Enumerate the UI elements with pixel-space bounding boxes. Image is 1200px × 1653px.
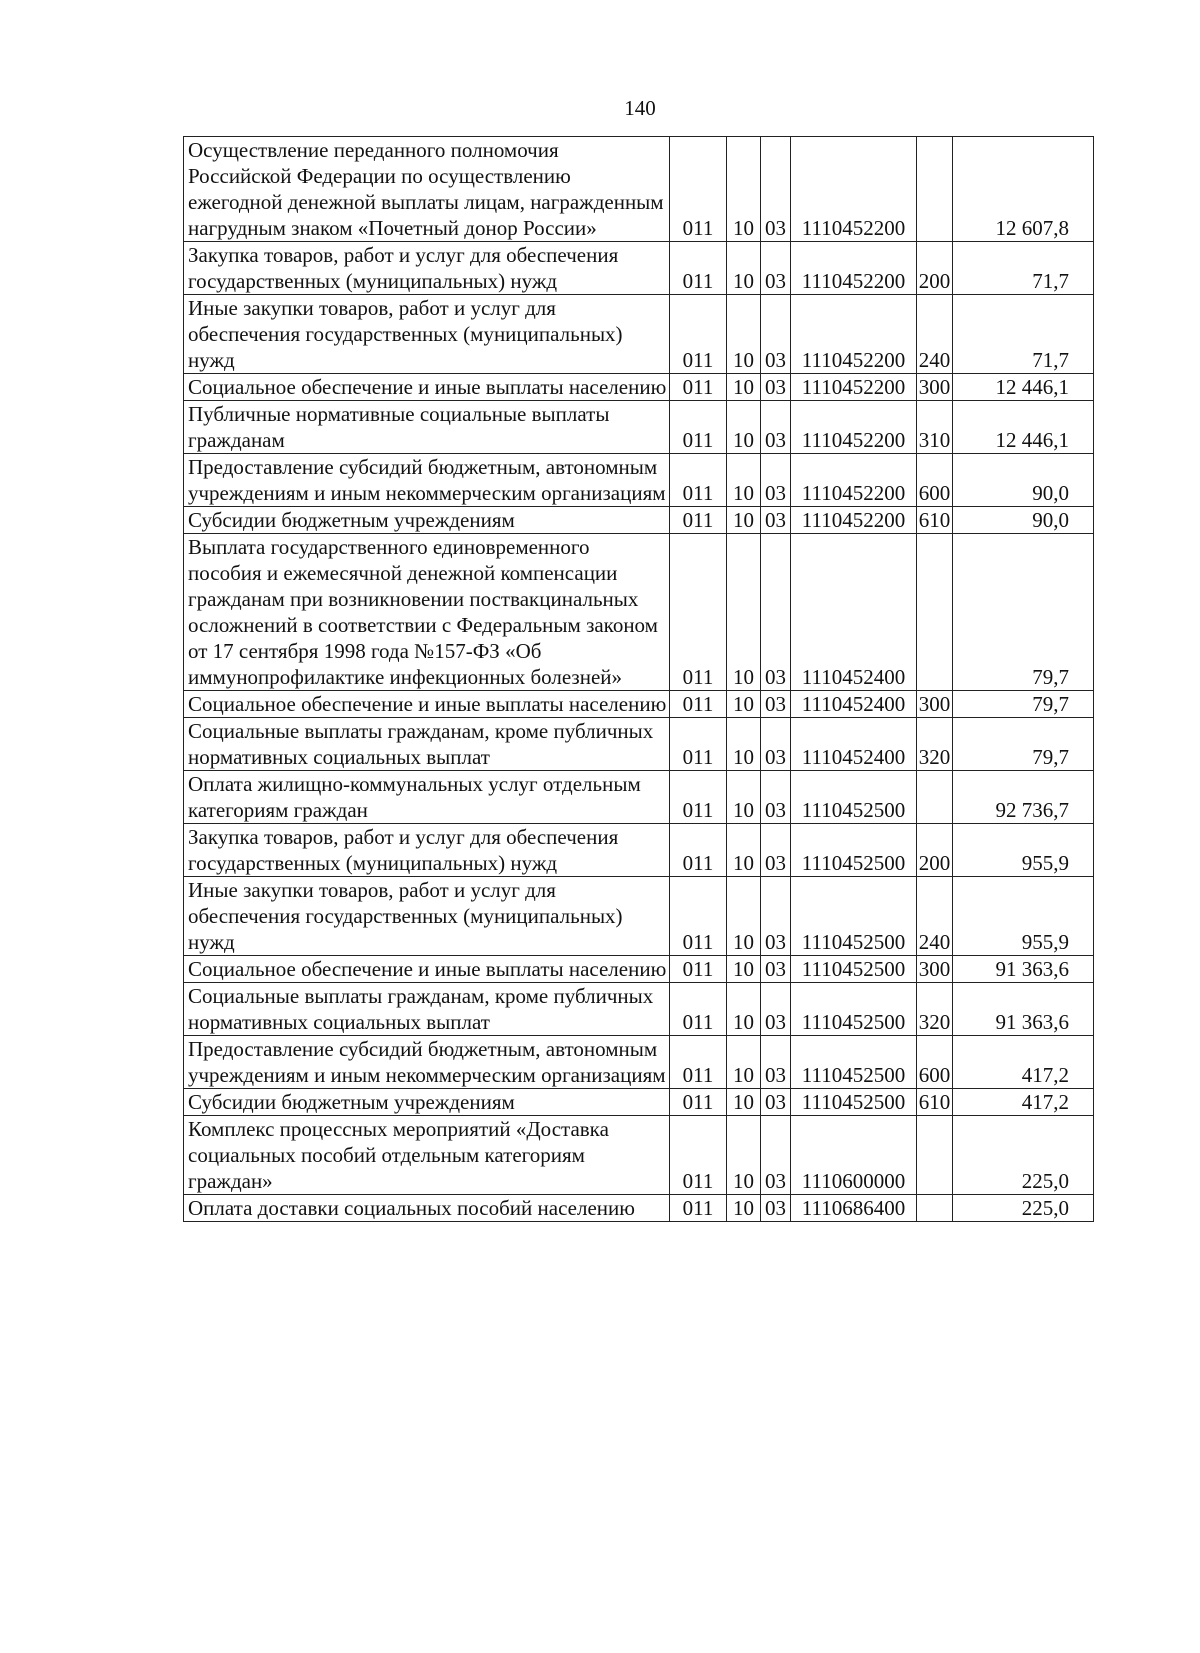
budget-table <box>183 136 1094 1222</box>
table-row <box>184 1116 1094 1195</box>
row-name-cell: Закупка товаров, работ и услуг для обеспечения государственных (муниципальных) нужд <box>184 242 670 295</box>
section-code-cell: 10 <box>727 534 761 691</box>
row-name-cell: Публичные нормативные социальные выплаты гражданам <box>184 401 670 454</box>
amount-cell: 225,0 <box>953 1116 1094 1195</box>
amount-cell: 90,0 <box>953 454 1094 507</box>
grbs-code-cell: 011 <box>670 534 727 691</box>
subsection-code-cell: 03 <box>761 956 791 983</box>
section-code-cell: 10 <box>727 956 761 983</box>
target-article-cell: 1110452500 <box>791 824 917 877</box>
expense-type-cell: 240 <box>917 295 953 374</box>
amount-cell: 955,9 <box>953 877 1094 956</box>
target-article-cell: 1110452400 <box>791 691 917 718</box>
target-article-cell: 1110452500 <box>791 1089 917 1116</box>
row-name-cell: Закупка товаров, работ и услуг для обеспечения государственных (муниципальных) нужд <box>184 824 670 877</box>
grbs-code-cell: 011 <box>670 454 727 507</box>
section-code-cell: 10 <box>727 1195 761 1222</box>
target-article-cell: 1110452200 <box>791 137 917 242</box>
section-code-cell: 10 <box>727 137 761 242</box>
grbs-code-cell: 011 <box>670 507 727 534</box>
table-row <box>184 295 1094 374</box>
budget-table-body <box>184 137 1094 1222</box>
table-row <box>184 771 1094 824</box>
expense-type-cell: 200 <box>917 824 953 877</box>
section-code-cell: 10 <box>727 507 761 534</box>
section-code-cell: 10 <box>727 983 761 1036</box>
grbs-code-cell: 011 <box>670 824 727 877</box>
grbs-code-cell: 011 <box>670 877 727 956</box>
row-name-cell: Социальные выплаты гражданам, кроме публичных нормативных социальных выплат <box>184 983 670 1036</box>
amount-cell: 79,7 <box>953 534 1094 691</box>
expense-type-cell <box>917 1195 953 1222</box>
section-code-cell: 10 <box>727 401 761 454</box>
amount-cell: 417,2 <box>953 1036 1094 1089</box>
table-row <box>184 1089 1094 1116</box>
subsection-code-cell: 03 <box>761 1116 791 1195</box>
table-row <box>184 137 1094 242</box>
row-name-cell: Оплата доставки социальных пособий населению <box>184 1195 670 1222</box>
amount-cell: 71,7 <box>953 295 1094 374</box>
table-row <box>184 534 1094 691</box>
target-article-cell: 1110452500 <box>791 771 917 824</box>
subsection-code-cell: 03 <box>761 1089 791 1116</box>
table-row <box>184 1036 1094 1089</box>
target-article-cell: 1110452400 <box>791 534 917 691</box>
amount-cell: 417,2 <box>953 1089 1094 1116</box>
expense-type-cell: 320 <box>917 718 953 771</box>
subsection-code-cell: 03 <box>761 771 791 824</box>
grbs-code-cell: 011 <box>670 771 727 824</box>
expense-type-cell: 240 <box>917 877 953 956</box>
row-name-cell: Социальные выплаты гражданам, кроме публичных нормативных социальных выплат <box>184 718 670 771</box>
subsection-code-cell: 03 <box>761 1195 791 1222</box>
amount-cell: 79,7 <box>953 691 1094 718</box>
amount-cell: 91 363,6 <box>953 956 1094 983</box>
subsection-code-cell: 03 <box>761 454 791 507</box>
grbs-code-cell: 011 <box>670 1195 727 1222</box>
expense-type-cell: 300 <box>917 374 953 401</box>
table-row <box>184 691 1094 718</box>
amount-cell: 955,9 <box>953 824 1094 877</box>
table-row <box>184 956 1094 983</box>
grbs-code-cell: 011 <box>670 242 727 295</box>
grbs-code-cell: 011 <box>670 1089 727 1116</box>
grbs-code-cell: 011 <box>670 137 727 242</box>
grbs-code-cell: 011 <box>670 983 727 1036</box>
expense-type-cell: 200 <box>917 242 953 295</box>
table-row <box>184 374 1094 401</box>
expense-type-cell: 300 <box>917 956 953 983</box>
amount-cell: 92 736,7 <box>953 771 1094 824</box>
section-code-cell: 10 <box>727 295 761 374</box>
row-name-cell: Иные закупки товаров, работ и услуг для обеспечения государственных (муниципальных) нужд <box>184 295 670 374</box>
target-article-cell: 1110452200 <box>791 242 917 295</box>
row-name-cell: Субсидии бюджетным учреждениям <box>184 507 670 534</box>
grbs-code-cell: 011 <box>670 1116 727 1195</box>
target-article-cell: 1110452200 <box>791 507 917 534</box>
section-code-cell: 10 <box>727 1089 761 1116</box>
table-row <box>184 454 1094 507</box>
section-code-cell: 10 <box>727 242 761 295</box>
target-article-cell: 1110452200 <box>791 454 917 507</box>
row-name-cell: Иные закупки товаров, работ и услуг для обеспечения государственных (муниципальных) нужд <box>184 877 670 956</box>
section-code-cell: 10 <box>727 691 761 718</box>
row-name-cell: Выплата государственного единовременного пособия и ежемесячной денежной компенсации гражданам при возникновении поствакцинальных осложнений в соответствии с Федеральным законом от 17 сентября 1998 года №157-ФЗ «Об иммунопрофилактике инфекционных болезней» <box>184 534 670 691</box>
table-row <box>184 242 1094 295</box>
grbs-code-cell: 011 <box>670 718 727 771</box>
amount-cell: 90,0 <box>953 507 1094 534</box>
subsection-code-cell: 03 <box>761 401 791 454</box>
grbs-code-cell: 011 <box>670 1036 727 1089</box>
section-code-cell: 10 <box>727 1036 761 1089</box>
amount-cell: 12 446,1 <box>953 401 1094 454</box>
subsection-code-cell: 03 <box>761 1036 791 1089</box>
row-name-cell: Социальное обеспечение и иные выплаты населению <box>184 691 670 718</box>
subsection-code-cell: 03 <box>761 691 791 718</box>
subsection-code-cell: 03 <box>761 295 791 374</box>
expense-type-cell: 300 <box>917 691 953 718</box>
amount-cell: 71,7 <box>953 242 1094 295</box>
row-name-cell: Субсидии бюджетным учреждениям <box>184 1089 670 1116</box>
expense-type-cell: 600 <box>917 1036 953 1089</box>
amount-cell: 12 607,8 <box>953 137 1094 242</box>
expense-type-cell: 600 <box>917 454 953 507</box>
grbs-code-cell: 011 <box>670 956 727 983</box>
amount-cell: 12 446,1 <box>953 374 1094 401</box>
section-code-cell: 10 <box>727 771 761 824</box>
grbs-code-cell: 011 <box>670 374 727 401</box>
table-row <box>184 1195 1094 1222</box>
target-article-cell: 1110452500 <box>791 956 917 983</box>
row-name-cell: Социальное обеспечение и иные выплаты населению <box>184 374 670 401</box>
section-code-cell: 10 <box>727 1116 761 1195</box>
table-row <box>184 983 1094 1036</box>
grbs-code-cell: 011 <box>670 295 727 374</box>
grbs-code-cell: 011 <box>670 401 727 454</box>
grbs-code-cell: 011 <box>670 691 727 718</box>
subsection-code-cell: 03 <box>761 137 791 242</box>
amount-cell: 225,0 <box>953 1195 1094 1222</box>
target-article-cell: 1110600000 <box>791 1116 917 1195</box>
expense-type-cell: 610 <box>917 507 953 534</box>
subsection-code-cell: 03 <box>761 507 791 534</box>
expense-type-cell <box>917 137 953 242</box>
section-code-cell: 10 <box>727 877 761 956</box>
target-article-cell: 1110452500 <box>791 877 917 956</box>
expense-type-cell <box>917 1116 953 1195</box>
subsection-code-cell: 03 <box>761 824 791 877</box>
amount-cell: 79,7 <box>953 718 1094 771</box>
table-row <box>184 401 1094 454</box>
expense-type-cell <box>917 534 953 691</box>
row-name-cell: Предоставление субсидий бюджетным, автономным учреждениям и иным некоммерческим организациям <box>184 454 670 507</box>
subsection-code-cell: 03 <box>761 374 791 401</box>
subsection-code-cell: 03 <box>761 877 791 956</box>
row-name-cell: Осуществление переданного полномочия Российской Федерации по осуществлению ежегодной денежной выплаты лицам, награжденным нагрудным знаком «Почетный донор России» <box>184 137 670 242</box>
subsection-code-cell: 03 <box>761 534 791 691</box>
target-article-cell: 1110452200 <box>791 374 917 401</box>
expense-type-cell: 310 <box>917 401 953 454</box>
target-article-cell: 1110452500 <box>791 983 917 1036</box>
subsection-code-cell: 03 <box>761 718 791 771</box>
row-name-cell: Социальное обеспечение и иные выплаты населению <box>184 956 670 983</box>
subsection-code-cell: 03 <box>761 242 791 295</box>
subsection-code-cell: 03 <box>761 983 791 1036</box>
row-name-cell: Предоставление субсидий бюджетным, автономным учреждениям и иным некоммерческим организациям <box>184 1036 670 1089</box>
target-article-cell: 1110452200 <box>791 295 917 374</box>
section-code-cell: 10 <box>727 374 761 401</box>
row-name-cell: Оплата жилищно-коммунальных услуг отдельным категориям граждан <box>184 771 670 824</box>
table-row <box>184 718 1094 771</box>
section-code-cell: 10 <box>727 718 761 771</box>
row-name-cell: Комплекс процессных мероприятий «Доставка социальных пособий отдельным категориям граждан» <box>184 1116 670 1195</box>
table-row <box>184 507 1094 534</box>
target-article-cell: 1110686400 <box>791 1195 917 1222</box>
expense-type-cell: 610 <box>917 1089 953 1116</box>
expense-type-cell <box>917 771 953 824</box>
section-code-cell: 10 <box>727 454 761 507</box>
target-article-cell: 1110452500 <box>791 1036 917 1089</box>
section-code-cell: 10 <box>727 824 761 877</box>
table-row <box>184 877 1094 956</box>
expense-type-cell: 320 <box>917 983 953 1036</box>
target-article-cell: 1110452200 <box>791 401 917 454</box>
target-article-cell: 1110452400 <box>791 718 917 771</box>
table-row <box>184 824 1094 877</box>
amount-cell: 91 363,6 <box>953 983 1094 1036</box>
page-number: 140 <box>624 96 656 120</box>
